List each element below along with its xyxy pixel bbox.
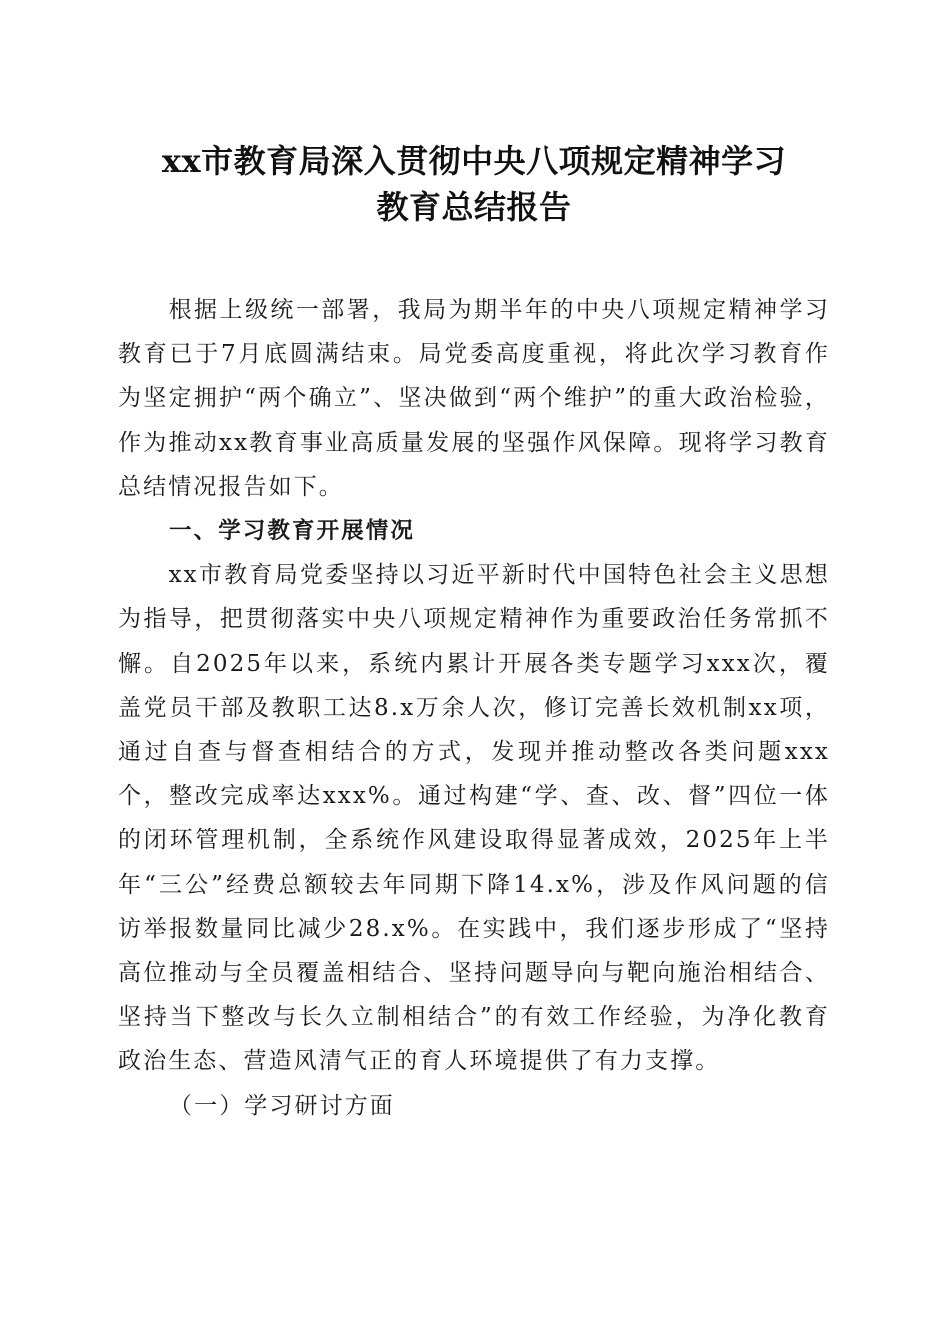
document-title bbox=[118, 138, 830, 230]
document-body bbox=[118, 288, 830, 1128]
subsection-heading-1: （一）学习研讨方面 bbox=[169, 1092, 395, 1119]
section-heading-1: 一、学习教育开展情况 bbox=[169, 518, 416, 545]
title-line-2: 教育总结报告 bbox=[376, 188, 572, 226]
title-line-1: xx市教育局深入贯彻中央八项规定精神学习 bbox=[161, 142, 787, 180]
section-1-paragraph: xx市教育局党委坚持以习近平新时代中国特色社会主义思想为指导，把贯彻落实中央八项规定精神作为重要政治任务常抓不懈。自2025年以来，系统内累计开展各类专题学习xxx次，覆盖党员干部及教职工达8.x万余人次，修订完善长效机制xx项，通过自查与督查相结合的方式，发现并推动整改各类问题xxx个，整改完成率达xxx%。通过构建“学、查、改、督”四位一体的闭环管理机制，全系统作风建设取得显著成效，2025年上半年“三公”经费总额较去年同期下降14.x%，涉及作风问题的信访举报数量同比减少28.x%。在实践中，我们逐步形成了“坚持高位推动与全员覆盖相结合、坚持问题导向与靶向施治相结合、坚持当下整改与长久立制相结合”的有效工作经验，为净化教育政治生态、营造风清气正的育人环境提供了有力支撑。 bbox=[118, 562, 830, 1075]
intro-paragraph: 根据上级统一部署，我局为期半年的中央八项规定精神学习教育已于7月底圆满结束。局党委高度重视，将此次学习教育作为坚定拥护“两个确立”、坚决做到“两个维护”的重大政治检验，作为推动xx教育事业高质量发展的坚强作风保障。现将学习教育总结情况报告如下。 bbox=[118, 297, 830, 500]
